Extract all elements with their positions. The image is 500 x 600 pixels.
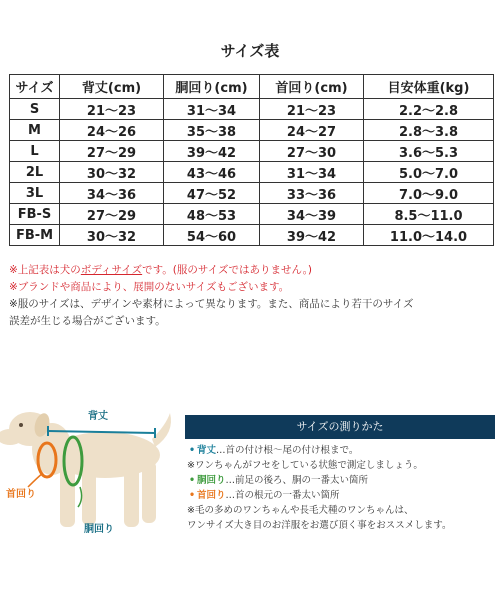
table-cell: 54〜60 [164,225,260,246]
note-sizing-variance [9,296,493,330]
note-availability: ※ブランドや商品により、展開のないサイズもございます。 [9,281,290,293]
table-cell: 31〜34 [260,162,364,183]
table-cell: 35〜38 [164,120,260,141]
note-emphasis: ボディサイズ [80,264,143,276]
table-cell: 47〜52 [164,183,260,204]
notes [9,262,493,330]
measurement-guide [185,415,495,533]
note-text: ※服のサイズは、デザインや素材によって異なります。また、商品により若干のサイズ [9,298,414,310]
table-cell: 11.0〜14.0 [364,225,494,246]
table-cell: 21〜23 [260,99,364,120]
table-row [10,141,494,162]
label-back-length: 背丈 [88,411,108,422]
table-cell: 33〜36 [260,183,364,204]
table-header: 目安体重(kg) [364,75,494,99]
table-cell: 31〜34 [164,99,260,120]
guide-item-chest [185,473,495,488]
size-table [9,74,494,246]
table-header: 背丈(cm) [60,75,164,99]
guide-note: ※ワンちゃんがフセをしている状態で測定しましょう。 [187,460,423,471]
table-cell: 24〜26 [60,120,164,141]
label-neck: 首回り [6,489,36,500]
bullet-icon: • [188,445,196,456]
table-cell: 27〜29 [60,141,164,162]
table-cell: 2.2〜2.8 [364,99,494,120]
note-text: 誤差が生じる場合がございます。 [9,315,166,327]
table-row [10,162,494,183]
table-header: サイズ [10,75,60,99]
table-row [10,99,494,120]
table-cell: 34〜36 [60,183,164,204]
table-cell: 43〜46 [164,162,260,183]
table-cell: 27〜30 [260,141,364,162]
table-cell: 34〜39 [260,204,364,225]
page-title: サイズ表 [220,42,280,60]
table-cell: S [10,99,60,120]
table-cell: L [10,141,60,162]
bullet-icon: • [188,490,196,501]
table-header: 胴回り(cm) [164,75,260,99]
note-body-size [9,262,493,279]
table-cell: 2L [10,162,60,183]
table-cell: 7.0〜9.0 [364,183,494,204]
table-header-row [10,75,494,99]
guide-text: …前足の後ろ、胴の一番太い箇所 [225,475,369,486]
table-cell: 30〜32 [60,162,164,183]
table-cell: 8.5〜11.0 [364,204,494,225]
table-cell: 48〜53 [164,204,260,225]
measurement-diagram [0,395,185,545]
note-text: ※上記表は犬の [9,264,81,276]
guide-term: 首回り [197,490,226,501]
table-cell: 5.0〜7.0 [364,162,494,183]
table-cell: 2.8〜3.8 [364,120,494,141]
table-cell: FB-M [10,225,60,246]
table-cell: 27〜29 [60,204,164,225]
table-cell: 24〜27 [260,120,364,141]
table-cell: 3L [10,183,60,204]
table-row [10,183,494,204]
note-text: です。(服のサイズではありません。) [142,264,313,276]
table-cell: 39〜42 [260,225,364,246]
guide-item-neck [185,488,495,503]
table-cell: 30〜32 [60,225,164,246]
table-cell: 21〜23 [60,99,164,120]
table-row [10,120,494,141]
guide-note: ワンサイズ大き目のお洋服をお選び頂く事をおススメします。 [187,520,452,531]
guide-term: 胴回り [197,475,226,486]
bullet-icon: • [188,475,196,486]
guide-text: …首の根元の一番太い箇所 [225,490,340,501]
label-chest: 胴回り [84,524,114,535]
guide-title: サイズの測りかた [185,415,495,439]
table-cell: FB-S [10,204,60,225]
table-header: 首回り(cm) [260,75,364,99]
guide-term: 背丈 [197,445,217,456]
guide-item-back [185,443,495,458]
guide-note: ※毛の多めのワンちゃんや長毛犬種のワンちゃんは、 [187,505,414,516]
table-cell: 3.6〜5.3 [364,141,494,162]
table-cell: 39〜42 [164,141,260,162]
table-cell: M [10,120,60,141]
table-row [10,225,494,246]
table-row [10,204,494,225]
guide-text: …首の付け根〜尾の付け根まで。 [216,445,359,456]
